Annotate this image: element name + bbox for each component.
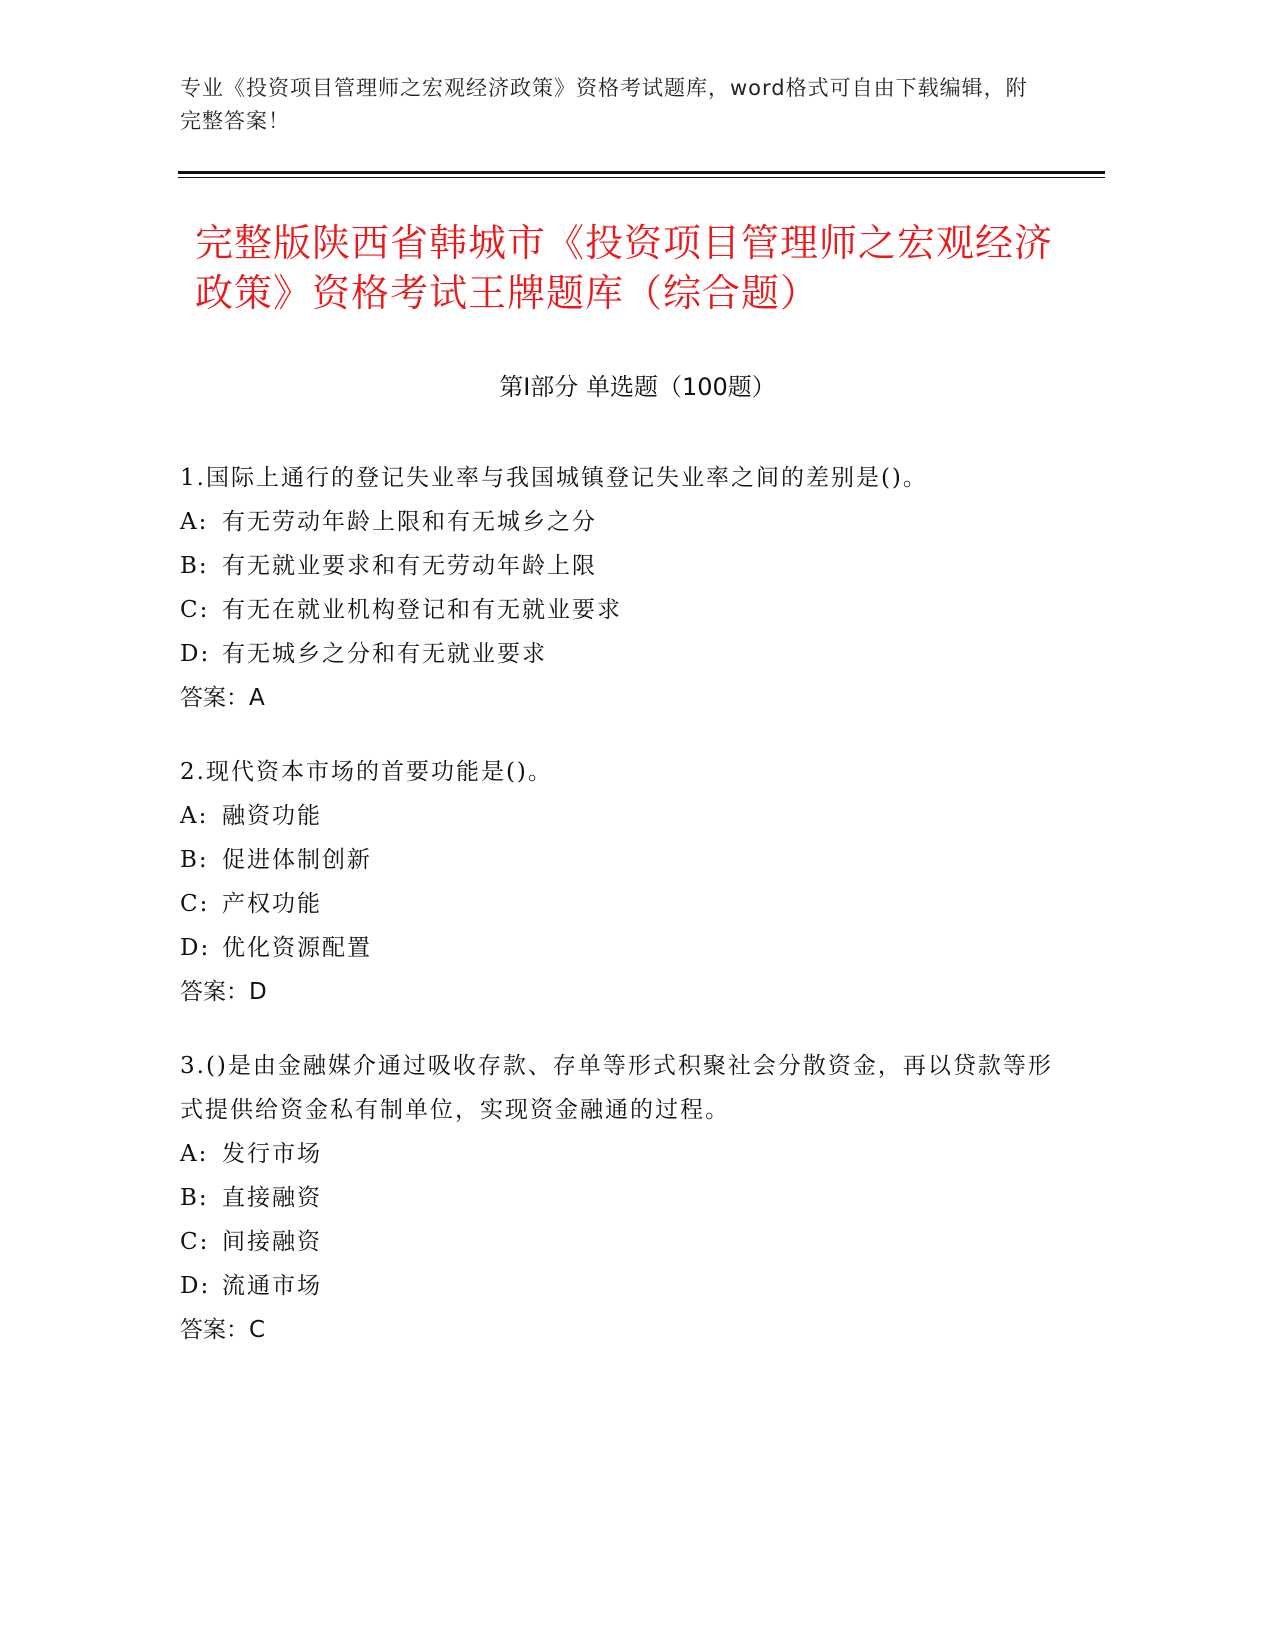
option-text: 有无在就业机构登记和有无就业要求 <box>222 597 622 623</box>
answer-line <box>180 970 1060 1014</box>
option-letter: D: <box>180 1273 211 1299</box>
option-b <box>180 544 1060 588</box>
option-text: 产权功能 <box>222 891 322 917</box>
option-letter: B: <box>180 553 209 579</box>
header-rule-thick <box>178 171 1105 174</box>
answer-value: D <box>249 979 267 1005</box>
option-a <box>180 1132 1060 1176</box>
answer-line <box>180 1308 1060 1352</box>
option-text: 有无劳动年龄上限和有无城乡之分 <box>222 509 597 535</box>
option-d <box>180 926 1060 970</box>
question-list <box>180 456 1060 1382</box>
option-letter: C: <box>180 891 210 917</box>
document-title: 完整版陕西省韩城市《投资项目管理师之宏观经济政策》资格考试王牌题库（综合题） <box>195 221 1054 315</box>
option-text: 直接融资 <box>222 1185 322 1211</box>
option-letter: B: <box>180 847 209 873</box>
option-c <box>180 882 1060 926</box>
answer-value: C <box>249 1317 266 1343</box>
answer-label: 答案： <box>180 685 249 711</box>
answer-line <box>180 676 1060 720</box>
question-stem: 1.国际上通行的登记失业率与我国城镇登记失业率之间的差别是()。 <box>180 465 928 491</box>
option-text: 间接融资 <box>222 1229 322 1255</box>
option-b <box>180 838 1060 882</box>
answer-label: 答案： <box>180 1317 249 1343</box>
option-a <box>180 500 1060 544</box>
option-text: 有无城乡之分和有无就业要求 <box>222 641 547 667</box>
option-a <box>180 794 1060 838</box>
option-letter: D: <box>180 641 211 667</box>
option-text: 流通市场 <box>222 1273 322 1299</box>
header-rule-thin <box>178 177 1105 178</box>
question-stem: 3.()是由金融媒介通过吸收存款、存单等形式积聚社会分散资金，再以贷款等形式提供给资金私有制单位，实现资金融通的过程。 <box>180 1053 1053 1123</box>
option-c <box>180 1220 1060 1264</box>
option-letter: A: <box>180 509 209 535</box>
section-title: 第Ⅰ部分 单选题（100题） <box>499 373 776 401</box>
option-d <box>180 1264 1060 1308</box>
option-letter: A: <box>180 1141 209 1167</box>
option-letter: A: <box>180 803 209 829</box>
option-c <box>180 588 1060 632</box>
option-d <box>180 632 1060 676</box>
answer-value: A <box>249 685 265 711</box>
question-2 <box>180 750 1060 1014</box>
option-text: 有无就业要求和有无劳动年龄上限 <box>222 553 597 579</box>
option-text: 优化资源配置 <box>222 935 372 961</box>
header-note: 专业《投资项目管理师之宏观经济政策》资格考试题库，word格式可自由下载编辑，附完整答案！ <box>180 76 1028 133</box>
option-letter: C: <box>180 1229 210 1255</box>
option-text: 促进体制创新 <box>222 847 372 873</box>
question-1 <box>180 456 1060 720</box>
question-3 <box>180 1044 1060 1352</box>
option-text: 发行市场 <box>222 1141 322 1167</box>
answer-label: 答案： <box>180 979 249 1005</box>
option-letter: B: <box>180 1185 209 1211</box>
option-text: 融资功能 <box>222 803 322 829</box>
option-b <box>180 1176 1060 1220</box>
option-letter: D: <box>180 935 211 961</box>
option-letter: C: <box>180 597 210 623</box>
question-stem: 2.现代资本市场的首要功能是()。 <box>180 759 553 785</box>
